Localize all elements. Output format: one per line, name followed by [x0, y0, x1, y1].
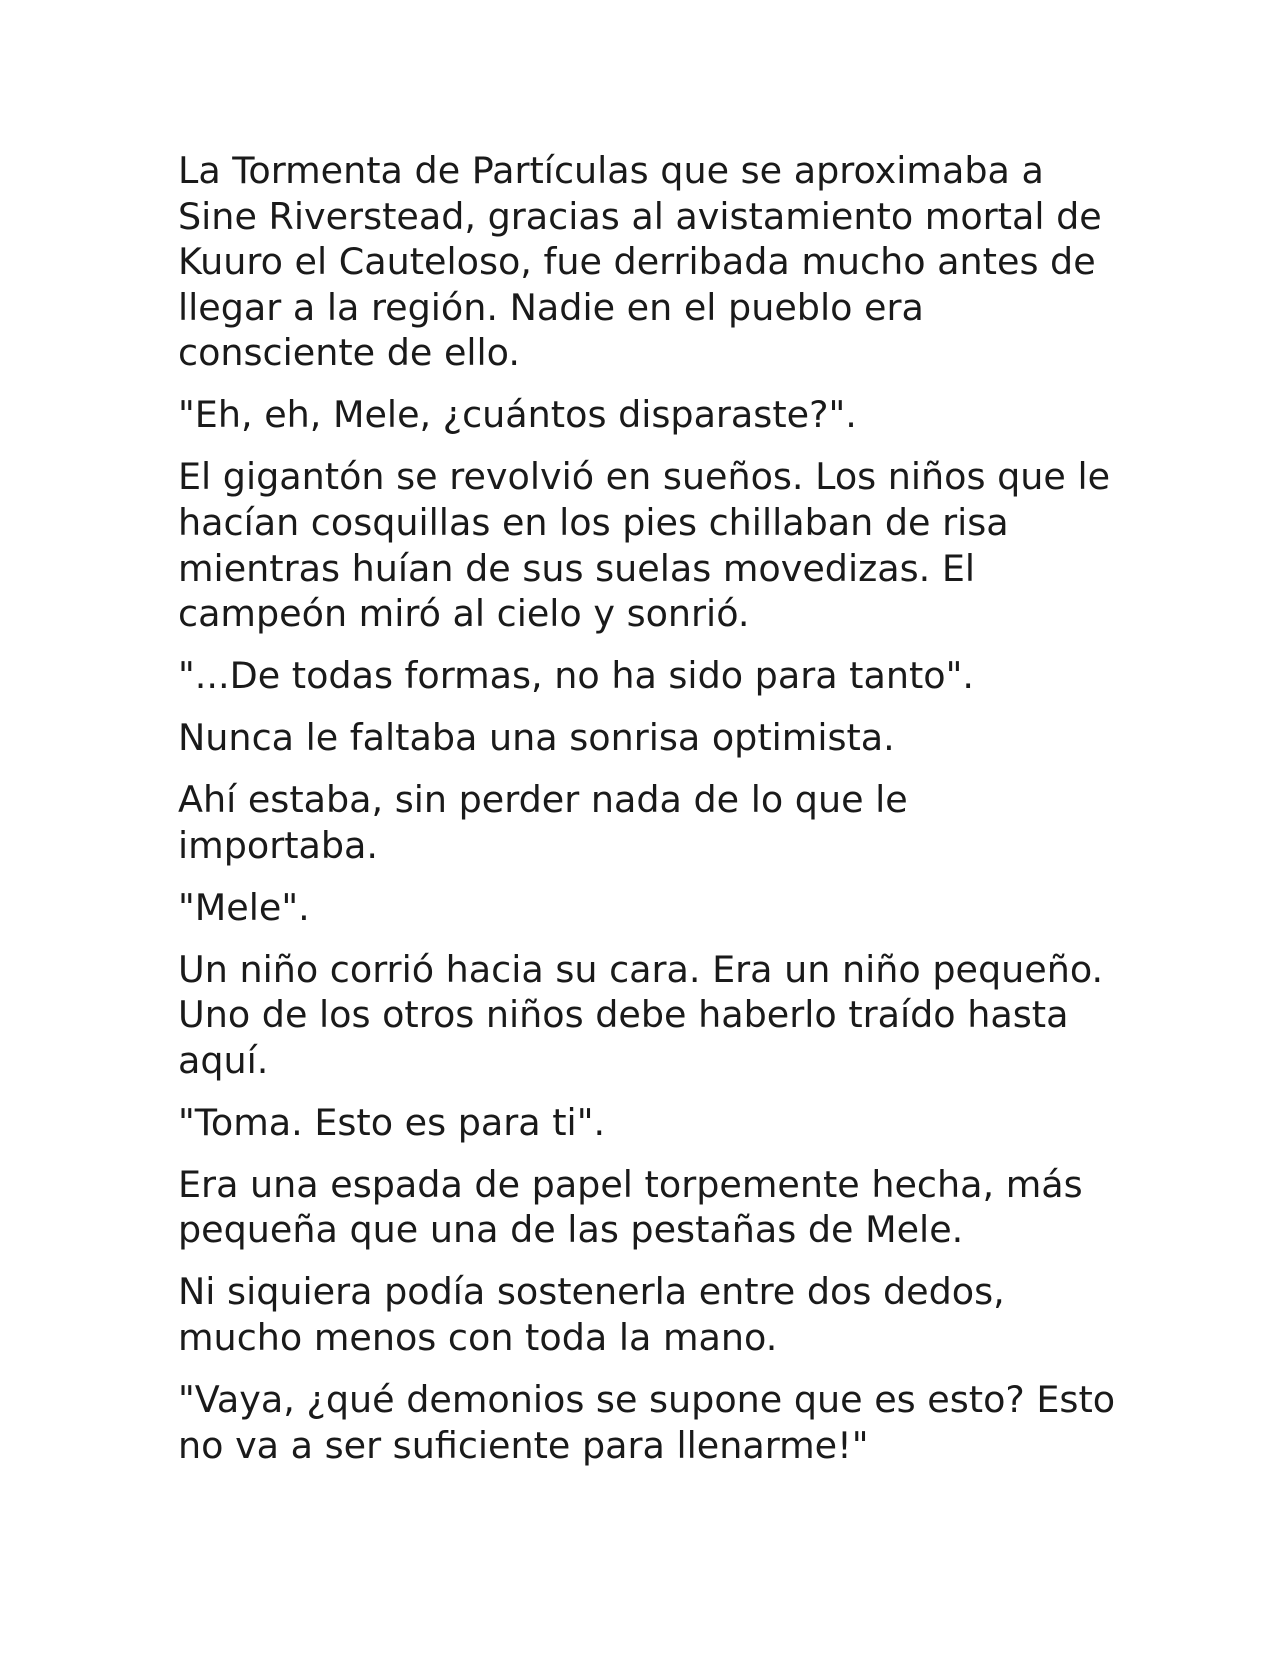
paragraph: Ahí estaba, sin perder nada de lo que le importaba.	[178, 778, 908, 867]
paragraph: El gigantón se revolvió en sueños. Los niños que le hacían cosquillas en los pies chillaban de risa mientras huían de sus suelas movedizas. El campeón miró al cielo y sonrió.	[178, 455, 1111, 636]
paragraph: "Toma. Esto es para ti".	[178, 1100, 606, 1144]
paragraph: La Tormenta de Partículas que se aproximaba a Sine Riverstead, gracias al avistamiento mortal de Kuuro el Cauteloso, fue derribada mucho antes de llegar a la región. Nadie en el pueblo era consciente de ello.	[178, 149, 1102, 375]
paragraph: Nunca le faltaba una sonrisa optimista.	[178, 716, 895, 760]
paragraph: "...De todas formas, no ha sido para tanto".	[178, 654, 975, 698]
paragraph: "Eh, eh, Mele, ¿cuántos disparaste?".	[178, 393, 857, 437]
paragraph: "Vaya, ¿qué demonios se supone que es esto? Esto no va a ser suficiente para llenarme!"	[178, 1377, 1116, 1467]
paragraph: Ni siquiera podía sostenerla entre dos dedos, mucho menos con toda la mano.	[178, 1270, 1005, 1359]
paragraph: "Mele".	[178, 885, 310, 929]
paragraph: Era una espada de papel torpemente hecha, más pequeña que una de las pestañas de Mele.	[178, 1162, 1083, 1252]
document-body	[178, 148, 1118, 1485]
paragraph: Un niño corrió hacia su cara. Era un niño pequeño. Uno de los otros niños debe haberlo traído hasta aquí.	[178, 947, 1104, 1082]
